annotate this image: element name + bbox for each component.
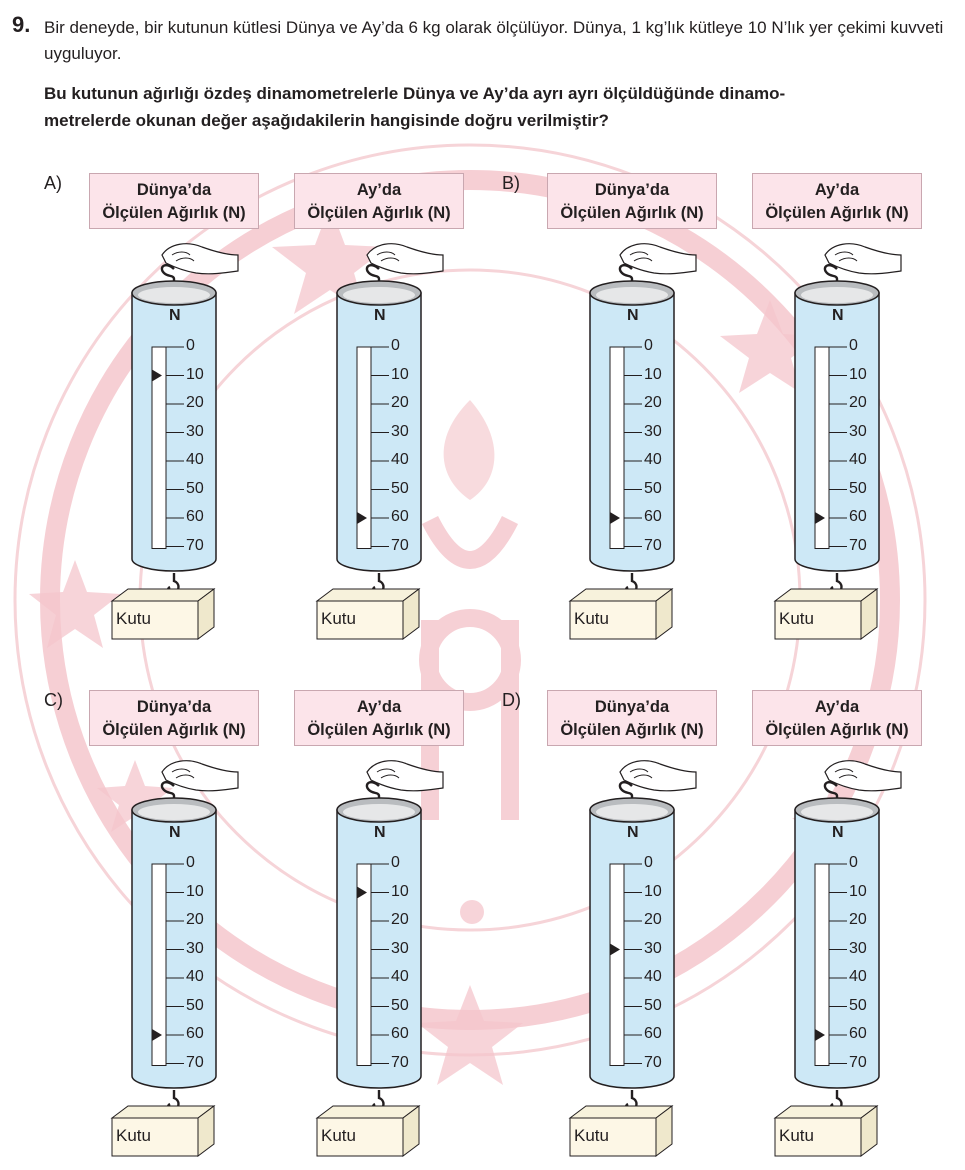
question-prompt-line-2: metrelerde okunan değer aşağıdakilerin hangisinde doğru verilmiştir? [44, 111, 609, 130]
dynamometer-drawing [104, 760, 244, 1160]
scale-tick-label: 10 [644, 365, 662, 383]
scale-tick-label: 70 [186, 536, 204, 554]
question-prompt [44, 80, 949, 134]
scale-tick-label: 60 [391, 508, 409, 525]
scale-tick-label: 10 [849, 882, 867, 900]
box-top [317, 589, 419, 601]
earth-label [547, 173, 717, 229]
box-top [112, 589, 214, 601]
earth-dynamometer [562, 760, 702, 1160]
option-letter: B) [502, 173, 520, 193]
scale-unit: N [374, 307, 386, 324]
moon-label-line-2: Ölçülen Ağırlık (N) [765, 721, 909, 739]
scale-tick-label: 40 [186, 968, 204, 985]
moon-label-line-1: Ay’da [814, 698, 860, 716]
scale-tick-label: 20 [186, 394, 204, 411]
scale-tick-label: 20 [849, 394, 867, 411]
moon-label [752, 690, 922, 746]
earth-label-line-2: Ölçülen Ağırlık (N) [560, 204, 704, 222]
moon-dynamometer [767, 760, 907, 1160]
moon-label [294, 173, 464, 229]
earth-dynamometer [104, 760, 244, 1160]
moon-dynamometer [309, 243, 449, 643]
scale-tick-label: 30 [644, 939, 662, 957]
scale-tick-label: 20 [186, 911, 204, 928]
scale-tick-label: 60 [186, 1025, 204, 1042]
scale-tick-label: 0 [186, 337, 195, 354]
scale-tick-label: 40 [849, 968, 867, 985]
scale-tick-label: 30 [849, 939, 867, 957]
dynamometer-drawing [562, 243, 702, 643]
box-top [570, 1106, 672, 1118]
scale-tick-label: 0 [644, 854, 653, 871]
moon-label-line-2: Ölçülen Ağırlık (N) [765, 204, 909, 222]
box-label: Kutu [574, 609, 609, 628]
moon-label-line-2: Ölçülen Ağırlık (N) [307, 204, 451, 222]
scale-tick-label: 30 [186, 939, 204, 957]
scale-tick-label: 40 [644, 968, 662, 985]
scale-tick-label: 10 [849, 365, 867, 383]
scale-tick-label: 50 [644, 996, 662, 1014]
moon-label-line-1: Ay’da [356, 181, 402, 199]
earth-label-line-1: Dünya’da [136, 698, 212, 716]
scale-tick-label: 0 [186, 854, 195, 871]
scale-tick-label: 10 [186, 365, 204, 383]
scale-unit: N [169, 307, 181, 324]
option-b[interactable] [502, 173, 942, 653]
moon-label-line-1: Ay’da [356, 698, 402, 716]
scale-tick-label: 0 [391, 337, 400, 354]
scale-tick-label: 0 [644, 337, 653, 354]
scale-unit: N [627, 824, 639, 841]
option-letter: C) [44, 690, 63, 710]
box-label: Kutu [116, 609, 151, 628]
scale-tick-label: 0 [391, 854, 400, 871]
scale-tick-label: 20 [849, 911, 867, 928]
earth-dynamometer [104, 243, 244, 643]
question-stem: Bir deneyde, bir kutunun kütlesi Dünya ve Ay’da 6 kg olarak ölçülüyor. Dünya, 1 kg’lık kütleye 10 N’lık yer çekimi kuvveti uyguluyor. [44, 18, 944, 63]
scale-tick-label: 70 [644, 536, 662, 554]
earth-label-line-1: Dünya’da [136, 181, 212, 199]
earth-label [89, 690, 259, 746]
scale-tick-label: 70 [644, 1053, 662, 1071]
scale-tick-label: 50 [849, 996, 867, 1014]
scale-tick-label: 10 [391, 882, 409, 900]
scale-tick-label: 70 [849, 536, 867, 554]
scale-tick-label: 50 [391, 996, 409, 1014]
box-top [775, 1106, 877, 1118]
scale-tick-label: 30 [186, 422, 204, 440]
scale-tick-label: 40 [849, 451, 867, 468]
scale-unit: N [832, 307, 844, 324]
scale-tick-label: 40 [186, 451, 204, 468]
dynamometer-drawing [309, 243, 449, 643]
moon-dynamometer [309, 760, 449, 1160]
scale-unit: N [169, 824, 181, 841]
moon-label [294, 690, 464, 746]
scale-tick-label: 70 [391, 1053, 409, 1071]
dynamometer-drawing [309, 760, 449, 1160]
box-top [775, 589, 877, 601]
scale-tick-label: 20 [391, 911, 409, 928]
dynamometer-drawing [104, 243, 244, 643]
box-label: Kutu [321, 1126, 356, 1145]
option-a[interactable] [44, 173, 484, 653]
scale-tick-label: 0 [849, 337, 858, 354]
option-letter: A) [44, 173, 62, 193]
scale-tick-label: 0 [849, 854, 858, 871]
scale-tick-label: 30 [391, 939, 409, 957]
scale-tick-label: 70 [849, 1053, 867, 1071]
moon-label-line-1: Ay’da [814, 181, 860, 199]
moon-dynamometer [767, 243, 907, 643]
scale-tick-label: 40 [644, 451, 662, 468]
scale-tick-label: 70 [186, 1053, 204, 1071]
question-number: 9. [12, 12, 31, 37]
moon-label-line-2: Ölçülen Ağırlık (N) [307, 721, 451, 739]
scale-strip [610, 864, 624, 1066]
scale-tick-label: 20 [644, 394, 662, 411]
box-top [317, 1106, 419, 1118]
scale-tick-label: 10 [186, 882, 204, 900]
scale-tick-label: 50 [186, 479, 204, 497]
scale-tick-label: 60 [391, 1025, 409, 1042]
earth-label-line-2: Ölçülen Ağırlık (N) [102, 204, 246, 222]
scale-unit: N [374, 824, 386, 841]
box-label: Kutu [321, 609, 356, 628]
option-letter: D) [502, 690, 521, 710]
box-top [112, 1106, 214, 1118]
scale-tick-label: 50 [849, 479, 867, 497]
earth-label-line-1: Dünya’da [594, 698, 670, 716]
scale-tick-label: 30 [391, 422, 409, 440]
box-label: Kutu [574, 1126, 609, 1145]
scale-tick-label: 70 [391, 536, 409, 554]
earth-dynamometer [562, 243, 702, 643]
question-prompt-line-1: Bu kutunun ağırlığı özdeş dinamometrelerle Dünya ve Ay’da ayrı ayrı ölçüldüğünde dinamo- [44, 84, 786, 103]
moon-label [752, 173, 922, 229]
earth-label [547, 690, 717, 746]
scale-tick-label: 60 [849, 508, 867, 525]
scale-tick-label: 60 [644, 1025, 662, 1042]
dynamometer-drawing [562, 760, 702, 1160]
scale-tick-label: 50 [186, 996, 204, 1014]
box-label: Kutu [779, 1126, 814, 1145]
earth-label-line-2: Ölçülen Ağırlık (N) [560, 721, 704, 739]
dynamometer-drawing [767, 243, 907, 643]
box-label: Kutu [116, 1126, 151, 1145]
box-label: Kutu [779, 609, 814, 628]
earth-label-line-2: Ölçülen Ağırlık (N) [102, 721, 246, 739]
scale-tick-label: 60 [186, 508, 204, 525]
option-d[interactable] [502, 690, 942, 1170]
scale-tick-label: 10 [391, 365, 409, 383]
box-top [570, 589, 672, 601]
scale-tick-label: 60 [644, 508, 662, 525]
scale-unit: N [832, 824, 844, 841]
scale-tick-label: 50 [391, 479, 409, 497]
scale-tick-label: 20 [644, 911, 662, 928]
earth-label-line-1: Dünya’da [594, 181, 670, 199]
earth-label [89, 173, 259, 229]
dynamometer-drawing [767, 760, 907, 1160]
option-c[interactable] [44, 690, 484, 1170]
scale-tick-label: 40 [391, 451, 409, 468]
scale-tick-label: 60 [849, 1025, 867, 1042]
scale-tick-label: 30 [644, 422, 662, 440]
scale-tick-label: 30 [849, 422, 867, 440]
scale-tick-label: 10 [644, 882, 662, 900]
scale-unit: N [627, 307, 639, 324]
scale-tick-label: 50 [644, 479, 662, 497]
scale-tick-label: 20 [391, 394, 409, 411]
scale-tick-label: 40 [391, 968, 409, 985]
